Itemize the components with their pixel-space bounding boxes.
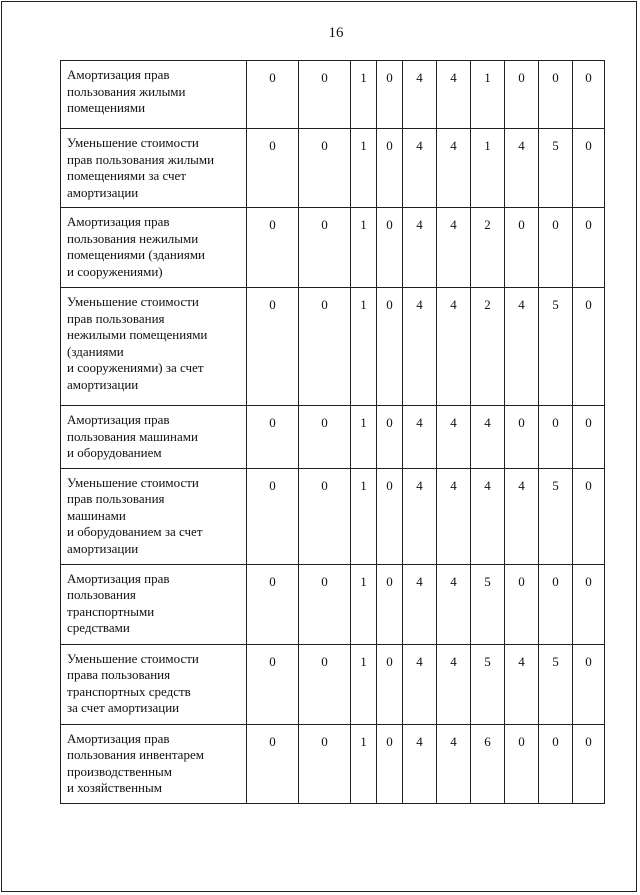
code-digit-cell: 0: [377, 288, 403, 406]
code-digit-cell: 0: [539, 208, 573, 288]
code-digit-cell: 0: [247, 61, 299, 129]
code-digit-cell: 4: [403, 644, 437, 724]
code-digit-cell: 0: [505, 724, 539, 803]
code-digit-cell: 4: [437, 724, 471, 803]
row-label: Амортизация прав пользования машинами и оборудованием: [61, 406, 247, 469]
code-digit-cell: 0: [247, 468, 299, 564]
code-digit-cell: 0: [247, 208, 299, 288]
code-digit-cell: 0: [573, 129, 605, 208]
code-digit-cell: 0: [247, 288, 299, 406]
row-label: Амортизация прав пользования транспортными средствами: [61, 564, 247, 644]
table-row: [61, 724, 605, 803]
row-label: Амортизация прав пользования жилыми помещениями: [61, 61, 247, 129]
code-digit-cell: 0: [299, 61, 351, 129]
code-digit-cell: 0: [299, 406, 351, 469]
code-digit-cell: 4: [437, 61, 471, 129]
code-digit-cell: 1: [351, 61, 377, 129]
code-digit-cell: 1: [351, 564, 377, 644]
code-digit-cell: 1: [471, 61, 505, 129]
code-digit-cell: 0: [377, 468, 403, 564]
code-digit-cell: 5: [539, 468, 573, 564]
code-digit-cell: 4: [403, 61, 437, 129]
code-digit-cell: 0: [377, 208, 403, 288]
code-digit-cell: 0: [539, 564, 573, 644]
page-number: 16: [328, 25, 344, 41]
code-digit-cell: 0: [299, 208, 351, 288]
code-digit-cell: 0: [539, 406, 573, 469]
code-digit-cell: 0: [573, 644, 605, 724]
row-label: Амортизация прав пользования нежилыми помещениями (зданиями и сооружениями): [61, 208, 247, 288]
code-digit-cell: 0: [573, 406, 605, 469]
table-row: [61, 644, 605, 724]
code-digit-cell: 0: [539, 61, 573, 129]
code-digit-cell: 4: [471, 468, 505, 564]
code-digit-cell: 0: [247, 406, 299, 469]
code-digit-cell: 4: [403, 468, 437, 564]
code-digit-cell: 1: [351, 129, 377, 208]
code-digit-cell: 0: [573, 61, 605, 129]
code-digit-cell: 4: [505, 644, 539, 724]
code-digit-cell: 0: [539, 724, 573, 803]
code-digit-cell: 0: [299, 644, 351, 724]
row-label: Уменьшение стоимости прав пользования машинами и оборудованием за счет амортизации: [61, 468, 247, 564]
code-digit-cell: 0: [573, 288, 605, 406]
code-digit-cell: 4: [471, 406, 505, 469]
code-digit-cell: 4: [403, 406, 437, 469]
code-digit-cell: 2: [471, 288, 505, 406]
table-row: [61, 129, 605, 208]
code-digit-cell: 4: [437, 208, 471, 288]
code-digit-cell: 0: [299, 288, 351, 406]
code-digit-cell: 0: [505, 564, 539, 644]
code-digit-cell: 5: [539, 288, 573, 406]
code-digit-cell: 0: [247, 644, 299, 724]
code-digit-cell: 4: [505, 288, 539, 406]
table-row: [61, 468, 605, 564]
code-digit-cell: 1: [351, 208, 377, 288]
code-digit-cell: 0: [299, 564, 351, 644]
code-digit-cell: 0: [377, 644, 403, 724]
code-digit-cell: 4: [403, 208, 437, 288]
code-digit-cell: 4: [437, 288, 471, 406]
table-row: [61, 406, 605, 469]
code-digit-cell: 4: [437, 644, 471, 724]
row-label: Уменьшение стоимости прав пользования нежилыми помещениями (зданиями и сооружениями) за счет амортизации: [61, 288, 247, 406]
code-digit-cell: 4: [437, 406, 471, 469]
account-codes-table: [60, 60, 605, 804]
code-digit-cell: 1: [471, 129, 505, 208]
code-digit-cell: 0: [377, 564, 403, 644]
code-digit-cell: 5: [539, 129, 573, 208]
code-digit-cell: 0: [377, 724, 403, 803]
table-row: [61, 564, 605, 644]
code-digit-cell: 0: [573, 564, 605, 644]
code-digit-cell: 1: [351, 406, 377, 469]
code-digit-cell: 0: [505, 406, 539, 469]
code-digit-cell: 2: [471, 208, 505, 288]
row-label: Амортизация прав пользования инвентарем производственным и хозяйственным: [61, 724, 247, 803]
code-digit-cell: 4: [505, 468, 539, 564]
code-digit-cell: 0: [573, 724, 605, 803]
code-digit-cell: 5: [539, 644, 573, 724]
code-digit-cell: 4: [437, 564, 471, 644]
code-digit-cell: 0: [377, 406, 403, 469]
code-digit-cell: 0: [299, 129, 351, 208]
code-digit-cell: 0: [299, 724, 351, 803]
code-digit-cell: 0: [505, 61, 539, 129]
code-digit-cell: 4: [403, 564, 437, 644]
code-digit-cell: 0: [247, 564, 299, 644]
code-digit-cell: 0: [377, 129, 403, 208]
code-digit-cell: 0: [377, 61, 403, 129]
code-digit-cell: 1: [351, 288, 377, 406]
code-digit-cell: 4: [403, 724, 437, 803]
code-digit-cell: 4: [437, 468, 471, 564]
code-digit-cell: 0: [573, 208, 605, 288]
code-digit-cell: 5: [471, 564, 505, 644]
code-digit-cell: 4: [403, 288, 437, 406]
code-digit-cell: 0: [505, 208, 539, 288]
code-digit-cell: 1: [351, 644, 377, 724]
code-digit-cell: 4: [403, 129, 437, 208]
code-digit-cell: 4: [437, 129, 471, 208]
code-digit-cell: 4: [505, 129, 539, 208]
code-digit-cell: 6: [471, 724, 505, 803]
code-digit-cell: 0: [247, 129, 299, 208]
table-row: [61, 208, 605, 288]
code-digit-cell: 1: [351, 468, 377, 564]
code-digit-cell: 1: [351, 724, 377, 803]
table-row: [61, 61, 605, 129]
row-label: Уменьшение стоимости права пользования транспортных средств за счет амортизации: [61, 644, 247, 724]
code-digit-cell: 0: [299, 468, 351, 564]
row-label: Уменьшение стоимости прав пользования жилыми помещениями за счет амортизации: [61, 129, 247, 208]
code-digit-cell: 0: [247, 724, 299, 803]
code-digit-cell: 5: [471, 644, 505, 724]
code-digit-cell: 0: [573, 468, 605, 564]
table-row: [61, 288, 605, 406]
